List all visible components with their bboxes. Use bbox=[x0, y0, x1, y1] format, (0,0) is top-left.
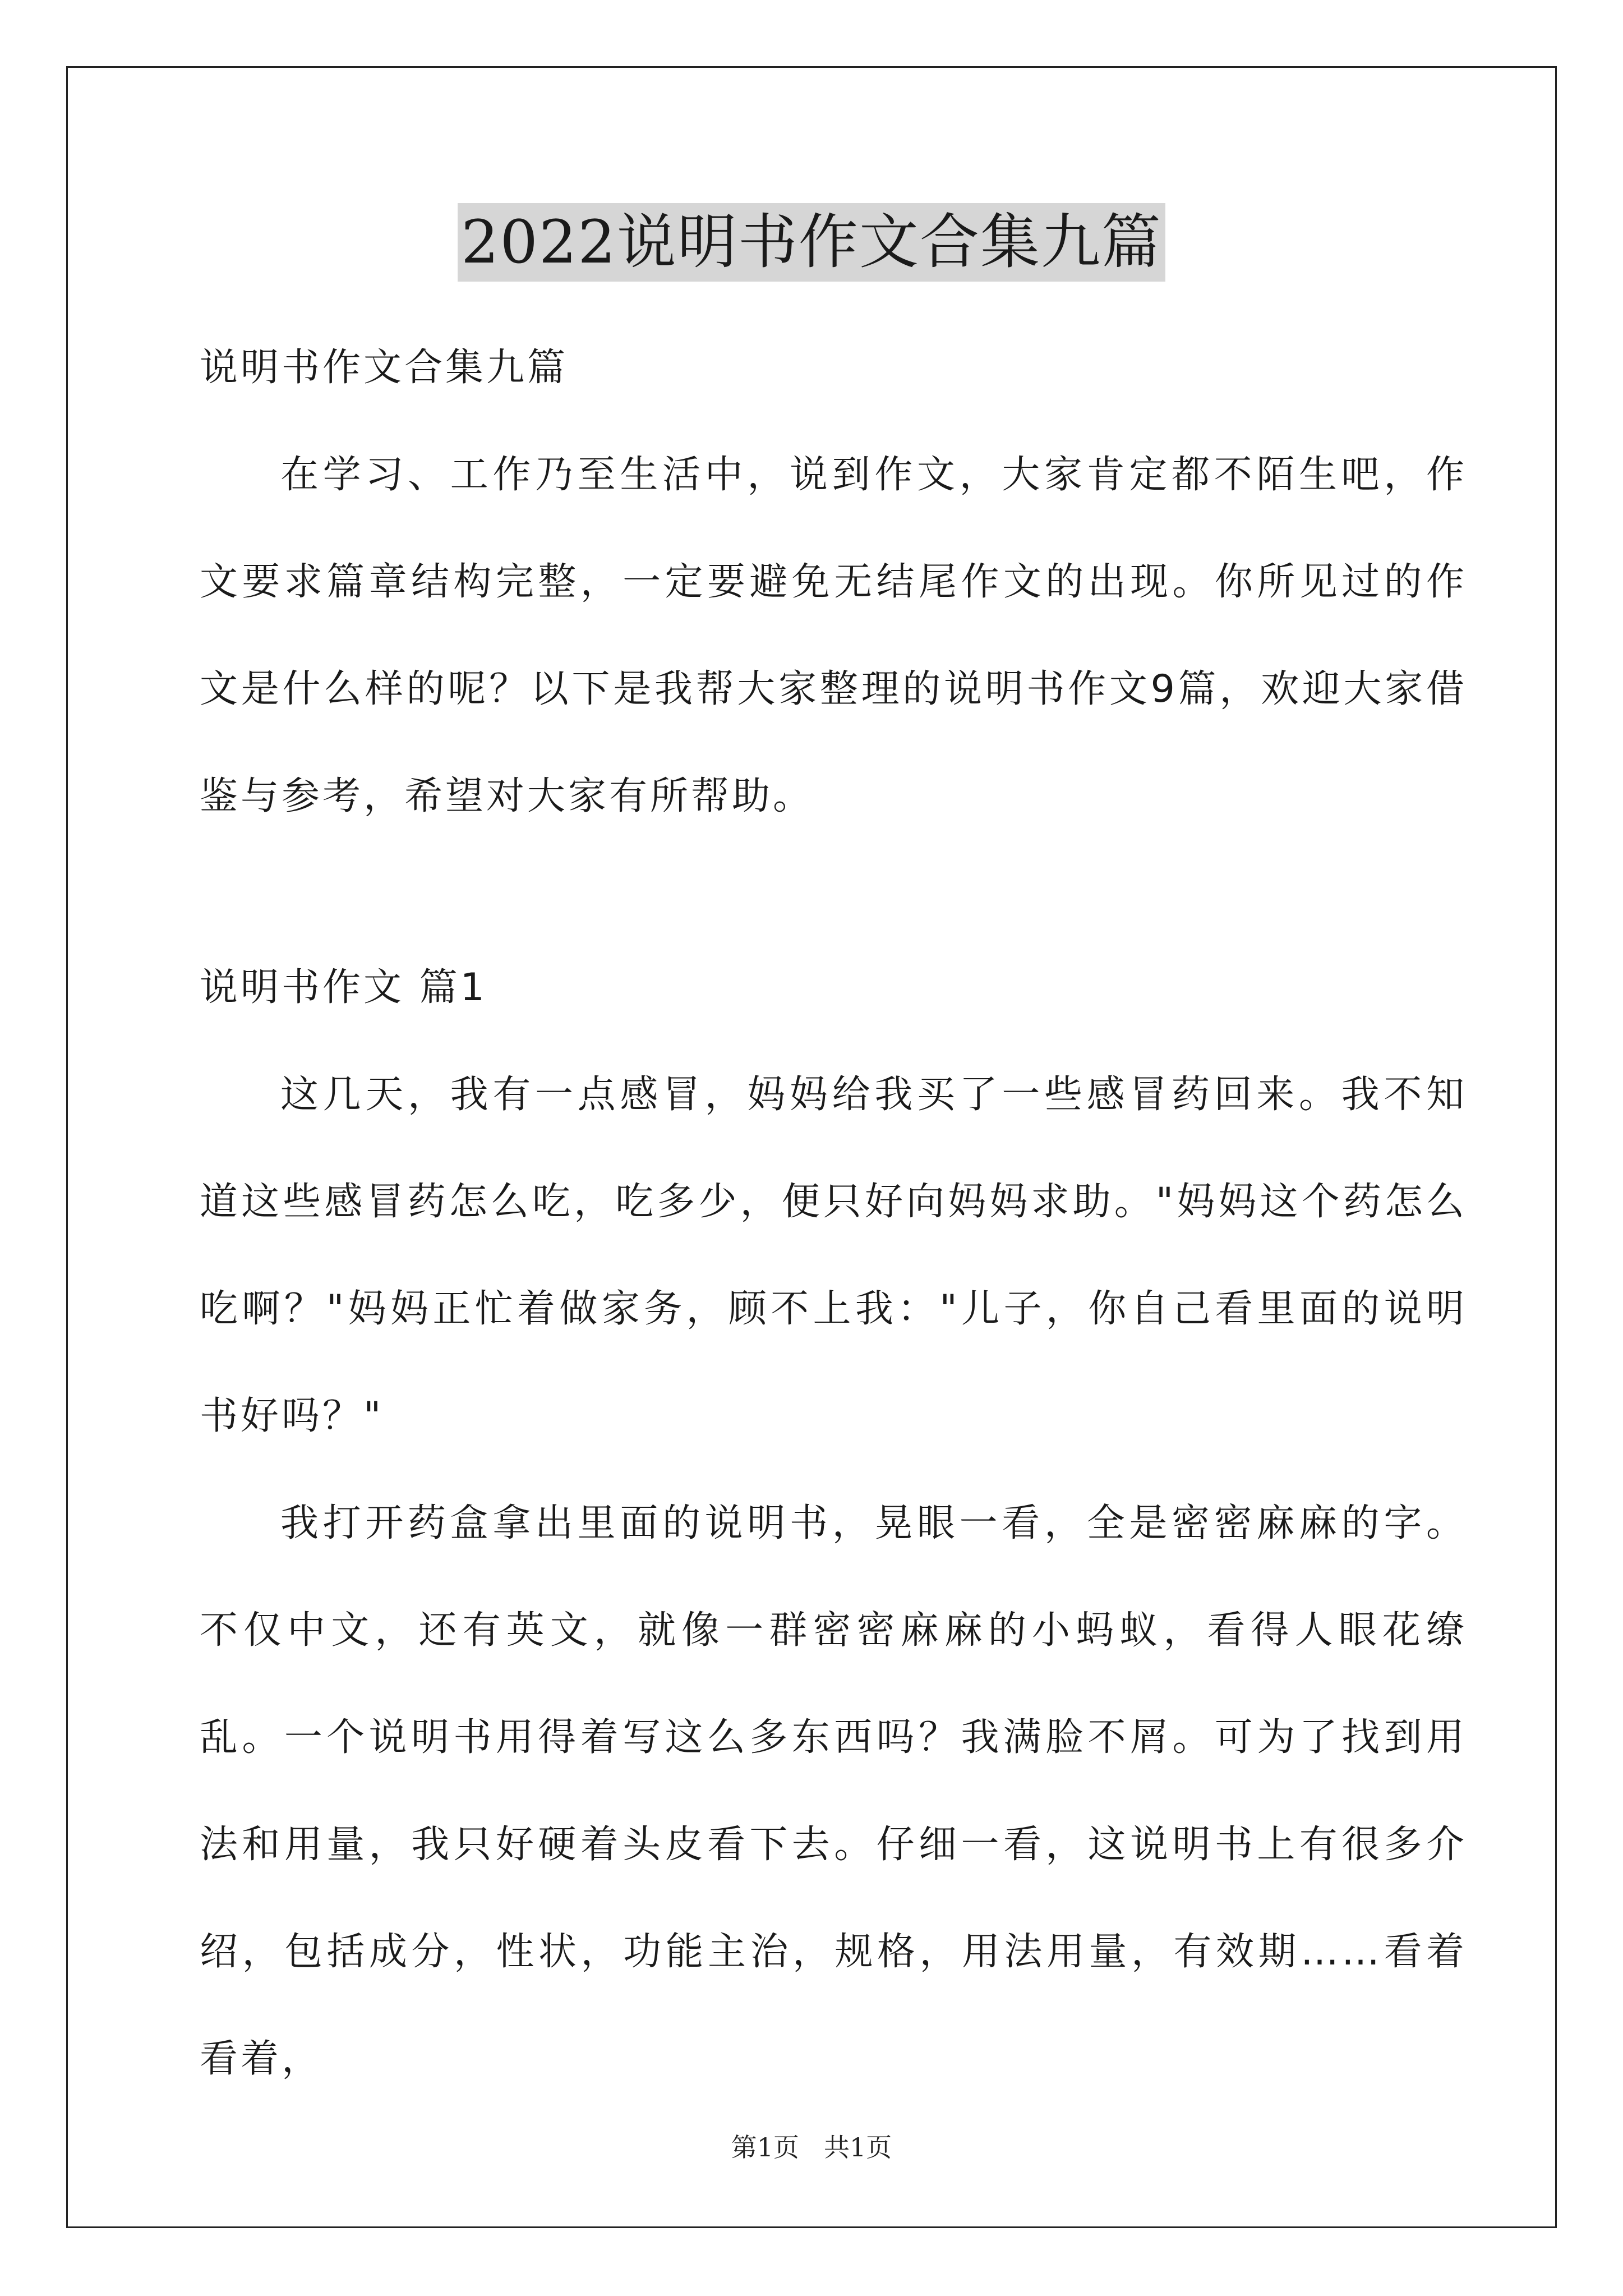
title-wrap bbox=[0, 203, 1623, 282]
body-paragraph: 我打开药盒拿出里面的说明书，晃眼一看，全是密密麻麻的字。不仅中文，还有英文，就像一群密密麻麻的小蚂蚁，看得人眼花缭乱。一个说明书用得着写这么多东西吗？我满脸不屑。可为了找到用法和用量，我只好硬着头皮看下去。仔细一看，这说明书上有很多介绍，包括成分，性状，功能主治，规格，用法用量，有效期……看着看着， bbox=[200, 1501, 1467, 2081]
page-count: 共1页 bbox=[824, 2132, 892, 2162]
section-gap bbox=[200, 850, 1467, 934]
page-number: 第1页 bbox=[731, 2132, 799, 2162]
intro-paragraph: 在学习、工作乃至生活中，说到作文，大家肯定都不陌生吧，作文要求篇章结构完整，一定要避免无结尾作文的出现。你所见过的作文是什么样的呢？以下是我帮大家整理的说明书作文9篇，欢迎大家借鉴与参考，希望对大家有所帮助。 bbox=[200, 453, 1467, 818]
document-body bbox=[200, 314, 1467, 2113]
document-subtitle: 说明书作文合集九篇 bbox=[200, 346, 569, 390]
body-paragraph: 这几天，我有一点感冒，妈妈给我买了一些感冒药回来。我不知道这些感冒药怎么吃，吃多少，便只好向妈妈求助。"妈妈这个药怎么吃啊？"妈妈正忙着做家务，顾不上我："儿子，你自己看里面的说明书好吗？" bbox=[200, 1073, 1467, 1438]
section-heading: 说明书作文 篇1 bbox=[200, 965, 487, 1010]
page-footer bbox=[0, 2127, 1623, 2164]
document-title: 2022说明书作文合集九篇 bbox=[458, 203, 1165, 282]
